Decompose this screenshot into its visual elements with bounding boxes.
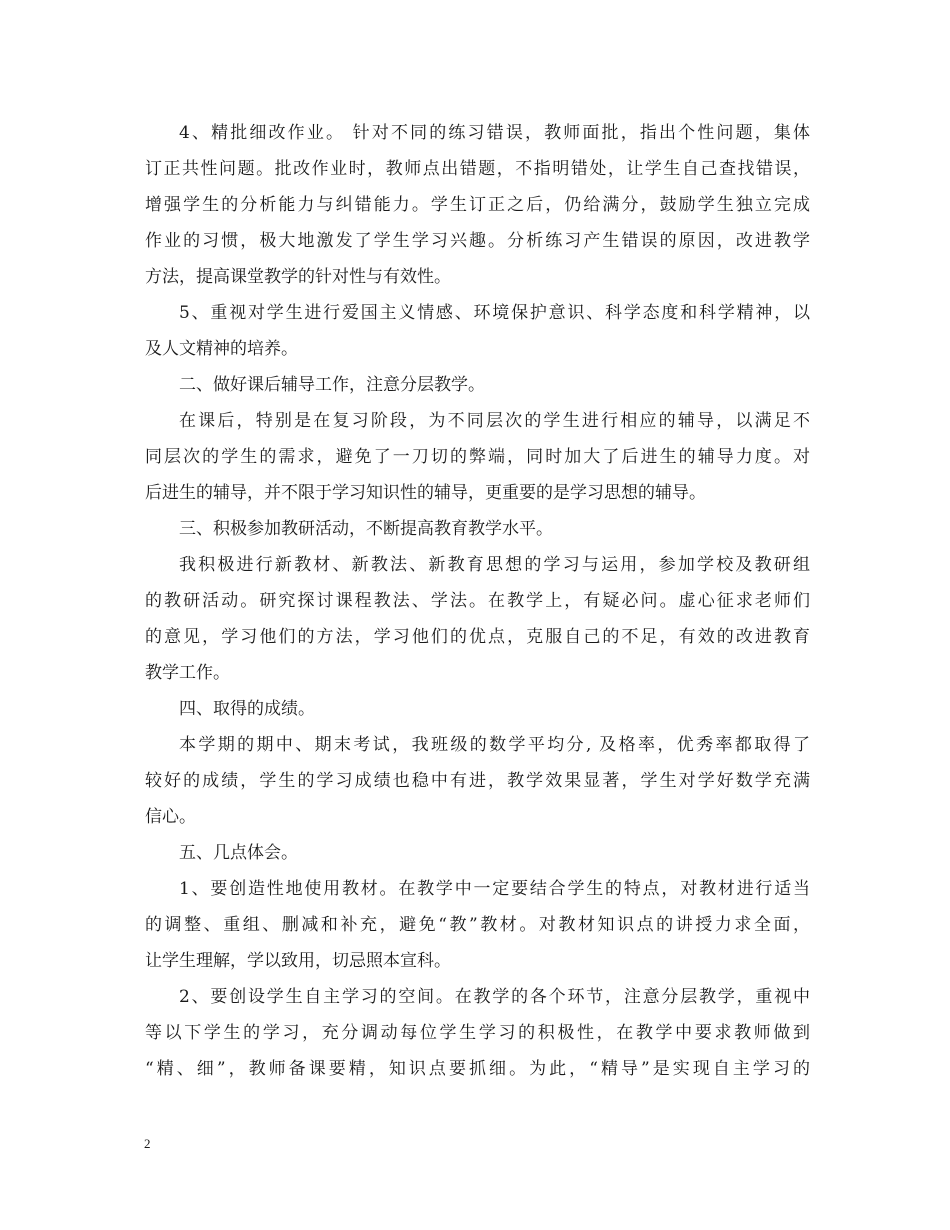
text-line: 让学生理解，学以致用，切忌照本宣科。 [145,951,451,971]
text-line: 增强学生的分析能力与纠错能力。学生订正之后，仍给满分，鼓励学生独立完成 [145,195,810,215]
text-line: 教学工作。 [145,663,230,683]
text-line: 后进生的辅导，并不限于学习知识性的辅导，更重要的是学习思想的辅导。 [145,483,706,503]
text-line: 1、要创造性地使用教材。在教学中一定要结合学生的特点，对教材进行适当 [179,879,810,899]
text-line: 方法，提高课堂教学的针对性与有效性。 [145,267,451,287]
text-line: 二、做好课后辅导工作，注意分层教学。 [179,375,485,395]
text-line: 2、要创设学生自主学习的空间。在教学的各个环节，注意分层教学，重视中 [179,987,810,1007]
document-body [145,115,810,1087]
text-line: 五、几点体会。 [179,843,298,863]
page-number: 2 [144,1136,151,1151]
text-line: “精、细”，教师备课要精，知识点要抓细。为此，“精导”是实现自主学习的 [145,1059,810,1079]
text-line: 四、取得的成绩。 [179,699,315,719]
text-line: 等以下学生的学习，充分调动每位学生学习的积极性，在教学中要求教师做到 [145,1023,810,1043]
text-line: 本学期的期中、期末考试，我班级的数学平均分, 及格率，优秀率都取得了 [179,735,810,755]
text-line: 的教研活动。研究探讨课程教法、学法。在教学上，有疑必问。虚心征求老师们 [145,591,810,611]
text-line: 作业的习惯，极大地激发了学生学习兴趣。分析练习产生错误的原因，改进教学 [145,231,810,251]
text-line: 的意见，学习他们的方法，学习他们的优点，克服自己的不足，有效的改进教育 [145,627,810,647]
text-line: 较好的成绩，学生的学习成绩也稳中有进，教学效果显著，学生对学好数学充满 [145,771,810,791]
text-line: 我积极进行新教材、新教法、新教育思想的学习与运用，参加学校及教研组 [179,555,810,575]
text-line: 在课后，特别是在复习阶段，为不同层次的学生进行相应的辅导，以满足不 [179,411,810,431]
text-line: 4、精批细改作业。 针对不同的练习错误，教师面批，指出个性问题，集体 [179,123,810,143]
text-line: 三、积极参加教研活动，不断提高教育教学水平。 [179,519,553,539]
text-line: 订正共性问题。批改作业时，教师点出错题，不指明错处，让学生自己查找错误， [145,159,810,179]
text-line: 同层次的学生的需求，避免了一刀切的弊端，同时加大了后进生的辅导力度。对 [145,447,810,467]
text-line: 及人文精神的培养。 [145,339,298,359]
text-line: 的调整、重组、删减和补充，避免“教”教材。对教材知识点的讲授力求全面， [145,915,810,935]
text-line: 5、重视对学生进行爱国主义情感、环境保护意识、科学态度和科学精神，以 [179,303,810,323]
text-line: 信心。 [145,807,196,827]
